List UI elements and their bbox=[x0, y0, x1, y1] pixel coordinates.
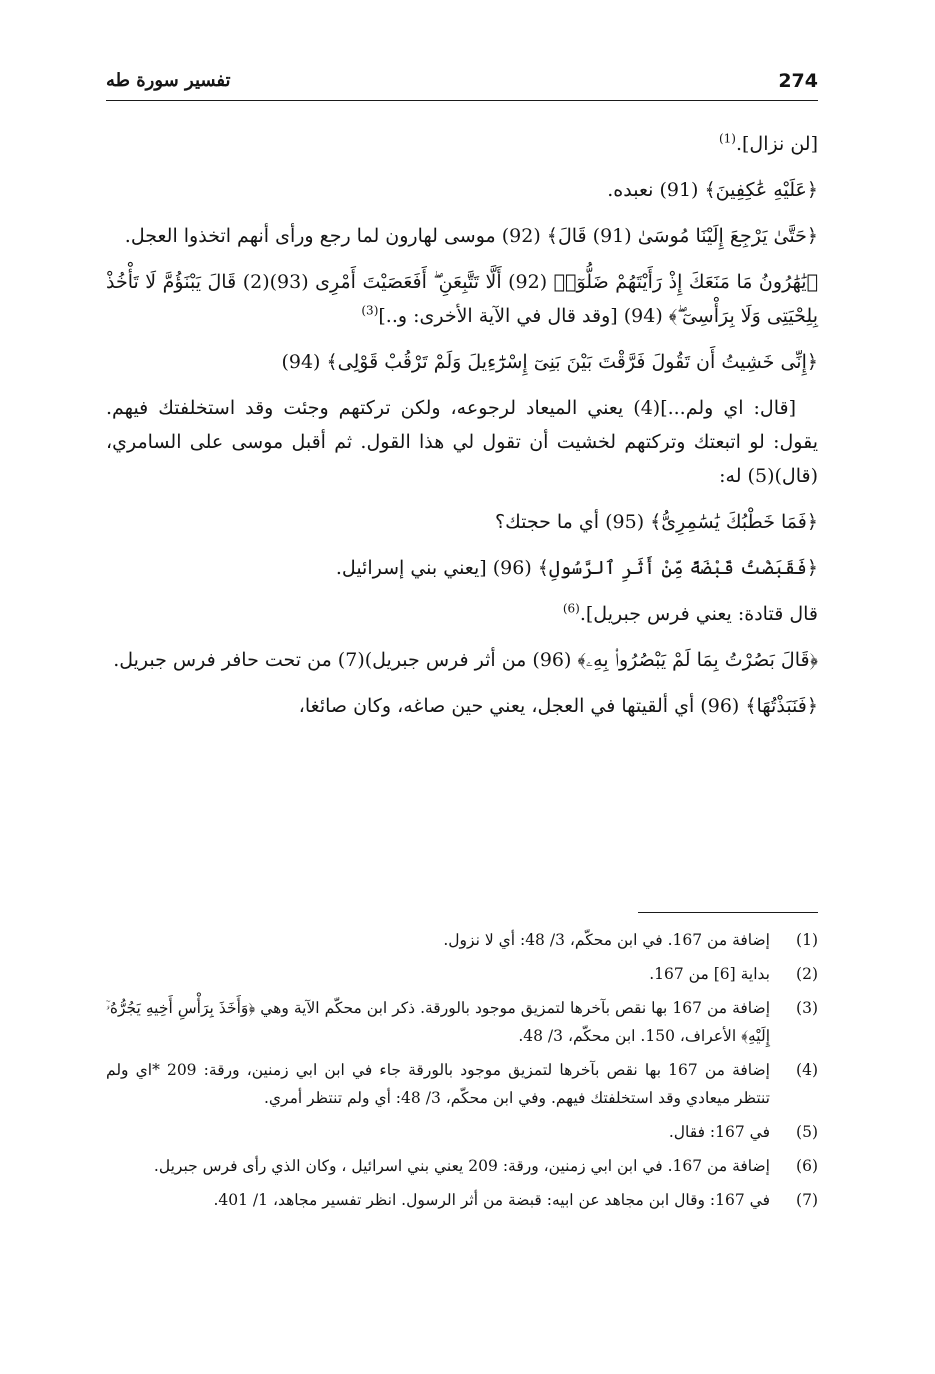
footnote-number: (4) bbox=[796, 1061, 818, 1079]
paragraph-text: ﴿إِنِّى خَشِيتُ أَن تَقُولَ فَرَّقْتَ بَيْنَ بَنِىٓ إِسْرَٰٓءِيلَ وَلَمْ تَرْقُبْ قَوْلِى﴾ (94) bbox=[281, 351, 818, 373]
paragraph-text: [قال: اي ولم...](4) يعني الميعاد لرجوعه، ولكن تركتهم وجئت وقد استخلفتك فيهم. يقول: لو اتبعتك وتركتهم لخشيت أن تقول لي هذا القول. ثم أقبل موسى على السامري، (قال)(5) له: bbox=[106, 397, 818, 487]
footnote-divider bbox=[638, 912, 818, 913]
paragraph-text: ﴿عَلَيْهِ عَٰكِفِينَ﴾ (91) نعبده. bbox=[607, 179, 818, 201]
body-paragraph bbox=[106, 391, 818, 493]
footnote-text: إضافة من 167. في ابن محكّم، 3/ 48: أي لا نزول. bbox=[443, 931, 770, 949]
footnote-item bbox=[106, 1056, 818, 1112]
footnotes-section bbox=[106, 926, 818, 1220]
body-paragraph bbox=[106, 265, 818, 333]
footnote-text: في 167: فقال. bbox=[668, 1123, 770, 1141]
body-paragraph bbox=[106, 551, 818, 585]
paragraph-text: ﴿حَتَّىٰ يَرْجِعَ إِلَيْنَا مُوسَىٰ (91) قَالَ﴾ (92) موسى لهارون لما رجع ورأى أنهم اتخذوا العجل. bbox=[124, 225, 818, 247]
footnote-item bbox=[106, 960, 818, 988]
paragraph-text: ﴿فَقَبَضْتُ قَبْضَةً مِّنْ أَثَرِ ٱلرَّسُولِ﴾ (96) [يعني بني إسرائيل. bbox=[335, 557, 818, 579]
footnote-text: إضافة من 167 بها نقص بآخرها لتمزيق موجود بالورقة جاء في ابن ابي زمنين، ورقة: 209 *اي ولم تنتظر ميعادي وقد استخلفتك فيهم. وفي ابن محكّم، 3/ 48: أي ولم تنتظر أمري. bbox=[106, 1061, 770, 1107]
book-page bbox=[106, 60, 818, 1340]
paragraph-text: ﴿قَالَ بَصُرْتُ بِمَا لَمْ يَبْصُرُوا۟ بِهِۦ﴾ (96) من أثر فرس جبريل)(7) من تحت حافر فرس جبريل. bbox=[113, 649, 818, 671]
footnote-item bbox=[106, 1186, 818, 1214]
footnote-item bbox=[106, 1152, 818, 1180]
body-paragraph bbox=[106, 127, 818, 161]
page-number: 274 bbox=[778, 70, 818, 92]
body-paragraph bbox=[106, 643, 818, 677]
main-text bbox=[106, 127, 818, 723]
footnote-number: (5) bbox=[796, 1123, 818, 1141]
running-title: تفسير سورة طه bbox=[106, 70, 231, 91]
footnote-item bbox=[106, 994, 818, 1050]
page-header bbox=[106, 60, 818, 101]
footnote-number: (1) bbox=[796, 931, 818, 949]
footnote-text: في 167: وقال ابن مجاهد عن ابيه: قبضة من أثر الرسول. انظر تفسير مجاهد، 1/ 401. bbox=[213, 1191, 770, 1209]
footnote-text: بداية [6] من 167. bbox=[649, 965, 770, 983]
paragraph-text: ﴿فَمَا خَطْبُكَ يَٰسَٰمِرِىُّ﴾ (95) أي ما حجتك؟ bbox=[495, 511, 818, 533]
body-paragraph bbox=[106, 345, 818, 379]
footnote-number: (3) bbox=[796, 999, 818, 1017]
body-paragraph bbox=[106, 505, 818, 539]
footnote-item bbox=[106, 926, 818, 954]
footnote-number: (6) bbox=[796, 1157, 818, 1175]
body-paragraph bbox=[106, 597, 818, 631]
paragraph-text: قال قتادة: يعني فرس جبريل]. bbox=[579, 603, 818, 625]
body-paragraph bbox=[106, 689, 818, 723]
footnote-text: إضافة من 167. في ابن ابي زمنين، ورقة: 209 يعني بني اسرائيل ، وكان الذي رأى فرس جبريل. bbox=[153, 1157, 770, 1175]
footnote-number: (2) bbox=[796, 965, 818, 983]
footnote-item bbox=[106, 1118, 818, 1146]
paragraph-text: [لن نزال]. bbox=[735, 133, 818, 155]
footnote-marker: (3) bbox=[361, 303, 379, 318]
paragraph-text: ﴿يَٰهَٰرُونُ مَا مَنَعَكَ إِذْ رَأَيْتَهُمْ ضَلُّوٓا۟ (92) أَلَّا تَتَّبِعَنِ ۖ أَفَعَصَيْتَ أَمْرِى (93)(2) قَالَ يَبْنَؤُمَّ لَا تَأْخُذْ بِلِحْيَتِى وَلَا بِرَأْسِىٓ ۖ﴾ (94) [وقد قال في الآية الأخرى: و..] bbox=[106, 271, 818, 327]
body-paragraph bbox=[106, 219, 818, 253]
footnote-marker: (1) bbox=[718, 131, 736, 146]
footnote-number: (7) bbox=[796, 1191, 818, 1209]
body-paragraph bbox=[106, 173, 818, 207]
footnote-marker: (6) bbox=[562, 601, 580, 616]
footnote-text: إضافة من 167 بها نقص بآخرها لتمزيق موجود بالورقة. ذكر ابن محكّم الآية وهي ﴿وَأَخَذَ بِرَأْسِ أَخِيهِ يَجُرُّهُۥٓ إِلَيْهِ﴾ الأعراف، 150. ابن محكّم، 3/ 48. bbox=[106, 999, 770, 1045]
paragraph-text: ﴿فَنَبَذْتُهَا﴾ (96) أي ألقيتها في العجل، يعني حين صاغه، وكان صائغا، bbox=[298, 695, 818, 717]
